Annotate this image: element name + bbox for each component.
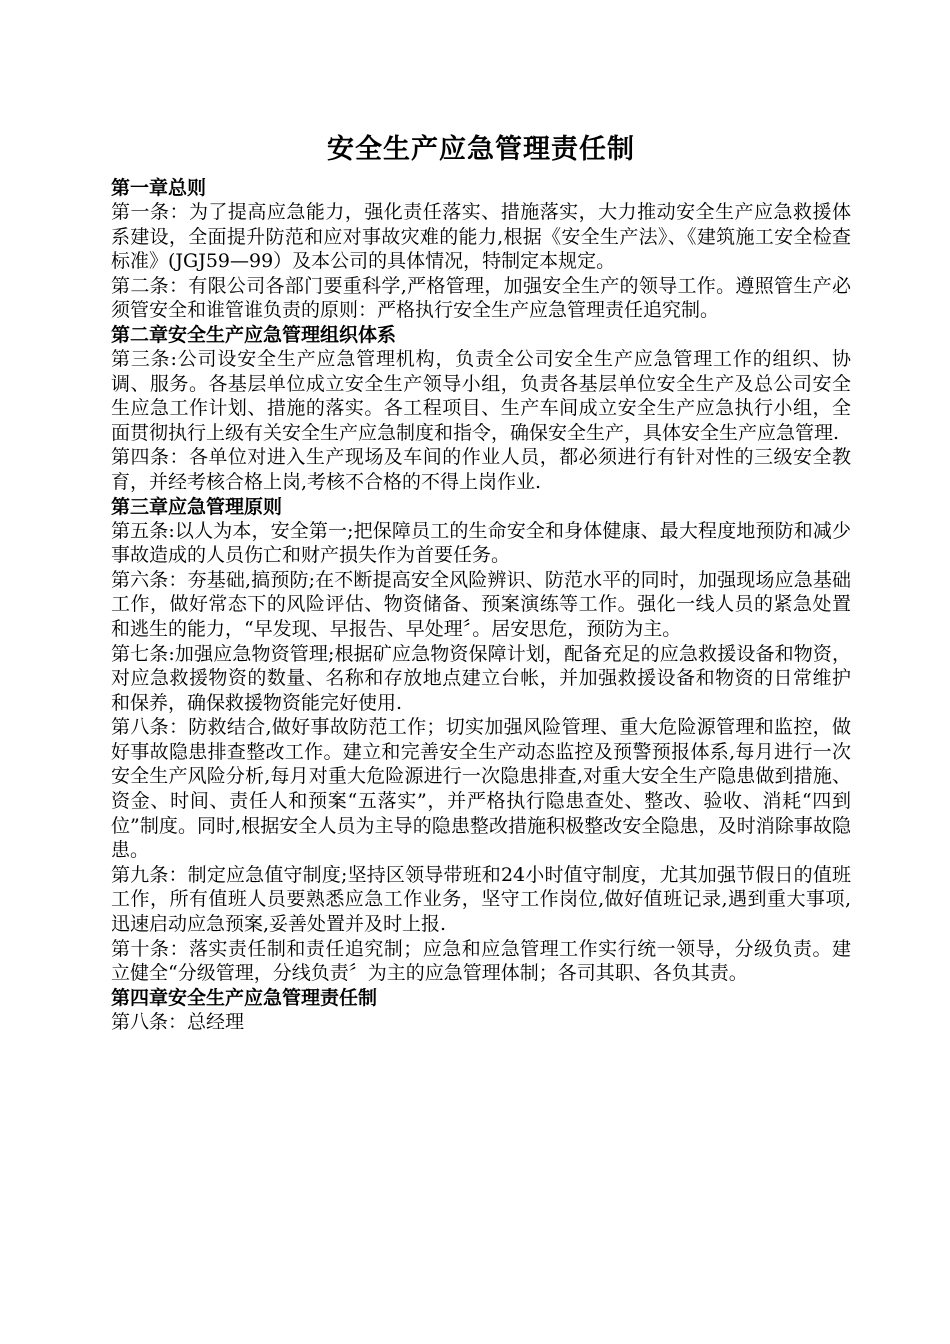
chapter-1-heading: 第一章总则 [111, 177, 207, 199]
chapter-2-heading: 第二章安全生产应急管理组织体系 [111, 323, 397, 346]
article-8-general-manager: 第八条：总经理 [111, 1010, 245, 1033]
article-1: 第一条：为了提高应急能力，强化责任落实、措施落实，大力推动安全生产应急救援体系建设，全面提升防范和应对事故灾难的能力,根据《安全生产法》、《建筑施工安全检查标准》(JGJ59—99）及本公司的具体情况，特制定本规定。 [111, 201, 851, 273]
chapter-4-heading: 第四章安全生产应急管理责任制 [111, 986, 378, 1009]
chapter-3-heading: 第三章应急管理原则 [111, 495, 283, 518]
article-7: 第七条:加强应急物资管理;根据矿应急物资保障计划，配备充足的应急救援设备和物资，对应急救援物资的数量、名称和存放地点建立台帐，并加强救援设备和物资的日常维护和保养，确保救援物资能完好使用. [111, 642, 851, 714]
article-2: 第二条：有限公司各部门要重科学,严格管理，加强安全生产的领导工作。遵照管生产必须管安全和谁管谁负责的原则：严格执行安全生产应急管理责任追究制。 [111, 274, 851, 322]
article-4: 第四条：各单位对进入生产现场及车间的作业人员，都必须进行有针对性的三级安全教育，并经考核合格上岗,考核不合格的不得上岗作业. [111, 446, 851, 493]
article-3: 第三条:公司设安全生产应急管理机构，负责全公司安全生产应急管理工作的组织、协调、服务。各基层单位成立安全生产领导小组，负责各基层单位安全生产及总公司安全生应急工作计划、措施的落实。各工程项目、生产车间成立安全生产应急执行小组，全面贯彻执行上级有关安全生产应急制度和指令，确保安全生产，具体安全生产应急管理. [111, 347, 851, 444]
article-10: 第十条：落实责任制和责任追究制；应急和应急管理工作实行统一领导，分级负责。建立健全“分级管理，分线负责〞为主的应急管理体制；各司其职、各负其责。 [111, 937, 851, 985]
article-9: 第九条：制定应急值守制度;坚持区领导带班和24小时值守制度，尤其加强节假日的值班工作，所有值班人员要熟悉应急工作业务，坚守工作岗位,做好值班记录,遇到重大事项,迅速启动应急预案,妥善处置并及时上报. [111, 863, 851, 936]
article-5: 第五条:以人为本，安全第一;把保障员工的生命安全和身体健康、最大程度地预防和减少事故造成的人员伤亡和财产损失作为首要任务。 [111, 519, 851, 567]
document-title: 安全生产应急管理责任制 [327, 134, 635, 165]
document-page [111, 130, 851, 1034]
article-6: 第六条：夯基础,搞预防;在不断提高安全风险辨识、防范水平的同时，加强现场应急基础工作，做好常态下的风险评估、物资储备、预案演练等工作。强化一线人员的紧急处置和逃生的能力，“早发现、早报告、早处理〞。居安思危，预防为主。 [111, 568, 851, 640]
article-8: 第八条：防救结合,做好事故防范工作；切实加强风险管理、重大危险源管理和监控，做好事故隐患排查整改工作。建立和完善安全生产动态监控及预警预报体系,每月进行一次安全生产风险分析,每月对重大危险源进行一次隐患排查,对重大安全生产隐患做到措施、资金、时间、责任人和预案“五落实”，并严格执行隐患查处、整改、验收、消耗“四到位”制度。同时,根据安全人员为主导的隐患整改措施积极整改安全隐患，及时消除事故隐患。 [111, 716, 851, 862]
